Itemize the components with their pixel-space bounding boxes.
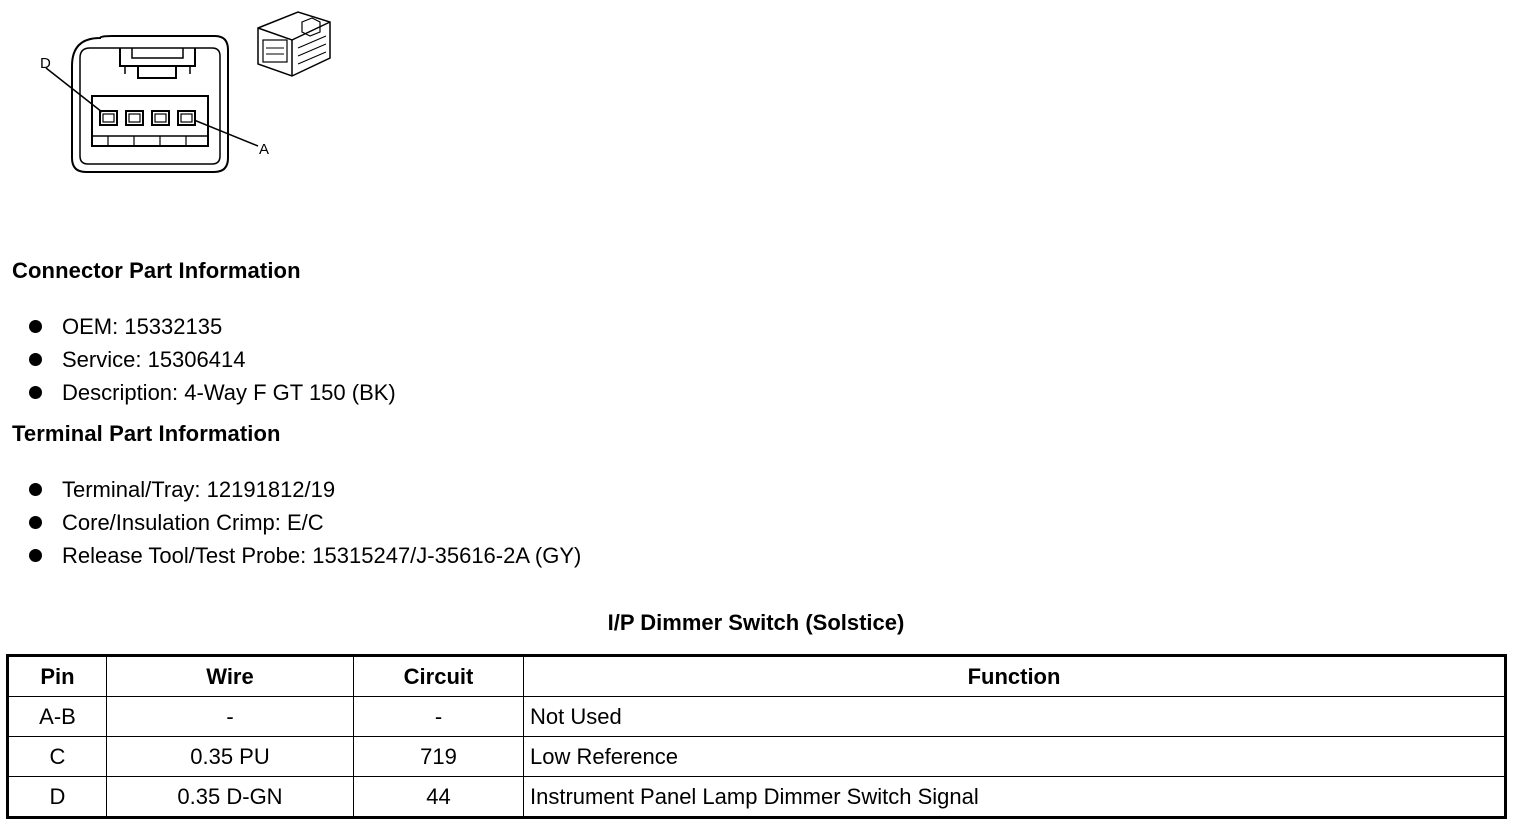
pin-table: [6, 654, 1507, 819]
list-item: [27, 506, 581, 539]
connector-info-list: [27, 310, 396, 409]
pin-cell: C: [8, 737, 107, 777]
column-header-pin: Pin: [8, 656, 107, 697]
pin-cell: D: [8, 777, 107, 818]
column-header-function: Function: [524, 656, 1506, 697]
function-cell: Low Reference: [524, 737, 1506, 777]
bullet-icon: [29, 353, 42, 366]
list-item: [27, 343, 396, 376]
wire-cell: 0.35 PU: [107, 737, 354, 777]
wire-cell: -: [107, 697, 354, 737]
terminal-info-list: [27, 473, 581, 572]
list-item-text: OEM: 15332135: [62, 314, 223, 339]
wire-cell: 0.35 D-GN: [107, 777, 354, 818]
list-item-text: Core/Insulation Crimp: E/C: [62, 510, 324, 535]
circuit-cell: 719: [354, 737, 524, 777]
pin-a-label: A: [259, 141, 270, 158]
list-item: [27, 310, 396, 343]
terminal-info-heading: Terminal Part Information: [12, 421, 281, 446]
list-item-text: Release Tool/Test Probe: 15315247/J-35616-2A (GY): [62, 543, 582, 568]
bullet-icon: [29, 549, 42, 562]
bullet-icon: [29, 516, 42, 529]
list-item: [27, 539, 581, 572]
table-row: [8, 737, 1506, 777]
list-item-text: Description: 4-Way F GT 150 (BK): [62, 380, 396, 405]
bullet-icon: [29, 320, 42, 333]
list-item: [27, 376, 396, 409]
table-row: [8, 777, 1506, 818]
table-row: [8, 697, 1506, 737]
list-item-text: Terminal/Tray: 12191812/19: [62, 477, 336, 502]
function-cell: Instrument Panel Lamp Dimmer Switch Signal: [524, 777, 1506, 818]
connector-diagram: [30, 8, 370, 183]
function-cell: Not Used: [524, 697, 1506, 737]
column-header-circuit: Circuit: [354, 656, 524, 697]
pin-table-title: I/P Dimmer Switch (Solstice): [607, 610, 905, 635]
list-item: [27, 473, 581, 506]
connector-info-heading: Connector Part Information: [12, 258, 301, 283]
circuit-cell: -: [354, 697, 524, 737]
list-item-text: Service: 15306414: [62, 347, 246, 372]
bullet-icon: [29, 386, 42, 399]
circuit-cell: 44: [354, 777, 524, 818]
bullet-icon: [29, 483, 42, 496]
column-header-wire: Wire: [107, 656, 354, 697]
pin-cell: A-B: [8, 697, 107, 737]
connector-face-illustration: [30, 8, 370, 183]
pin-d-label: D: [40, 55, 51, 72]
table-header-row: [8, 656, 1506, 697]
